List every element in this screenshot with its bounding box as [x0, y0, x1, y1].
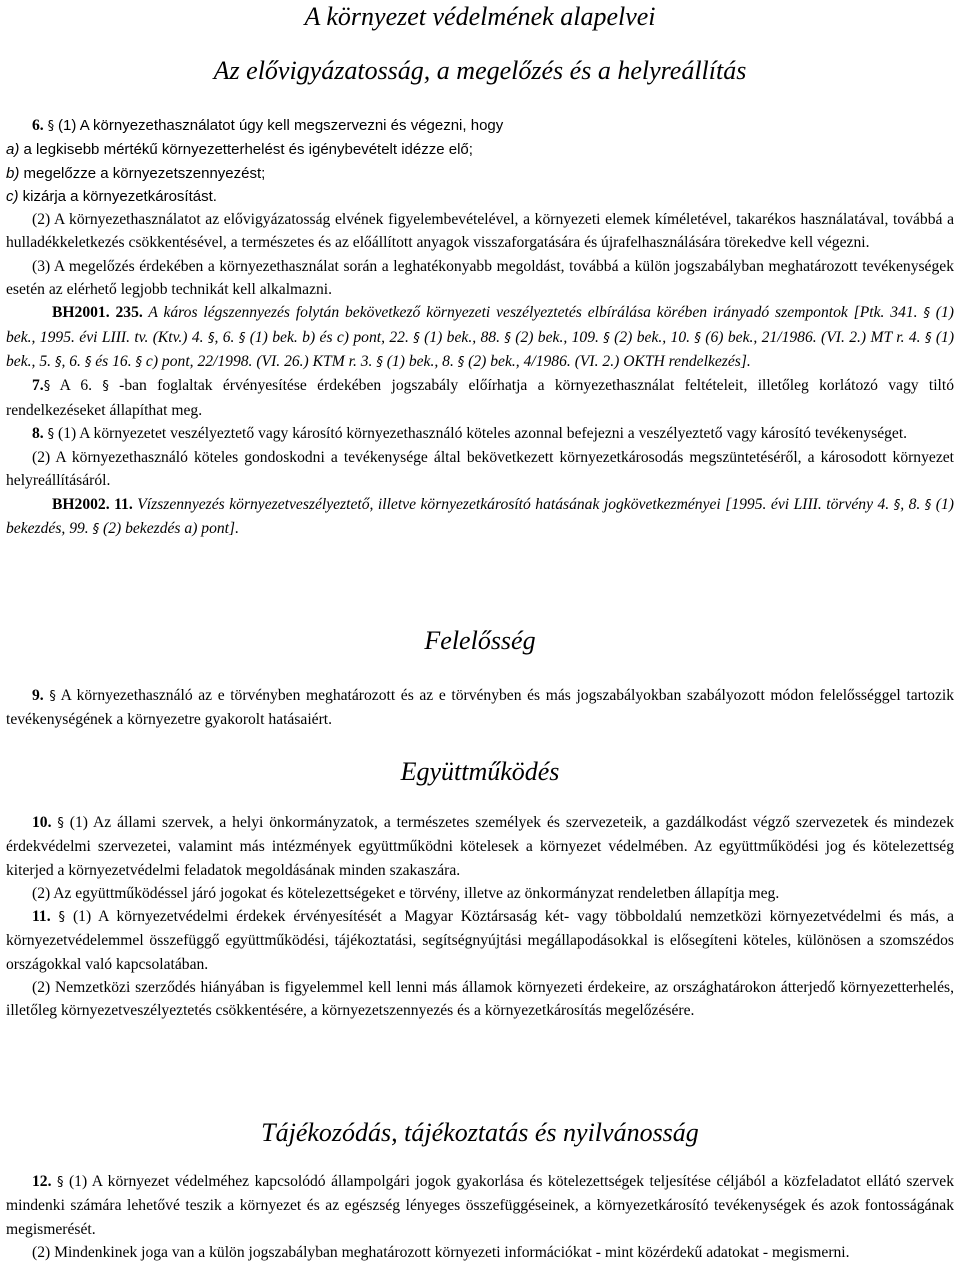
section-6-lead: (1) A környezethasználatot úgy kell megszervezni és végezni, hogy: [58, 117, 504, 134]
section-8-p2: (2) A környezethasználó köteles gondoskodni a tevékenysége által bekövetkezett környezetkárosodás megszüntetéséről, a károsodott környezet helyreállításáról.: [6, 449, 954, 490]
section-12-p2: (2) Mindenkinek joga van a külön jogszabályban meghatározott környezeti információkat - mint közérdekű adatokat - megismerni.: [32, 1243, 850, 1261]
section-12: [6, 1170, 954, 1264]
section-6-p2: (2) A környezethasználatot az elővigyázatosság elvének figyelembevételével, a környezeti elemek kíméletével, takarékos használatával, továbbá a hulladékkeletkezés csökkentésével, a természetes és az előállított anyagok visszaforgatására és újrafelhasználására törekedve kell végezni.: [6, 211, 954, 252]
section-6-item-c: c) kizárja a környezetkárosítást.: [6, 187, 217, 205]
section-8: 8. § (1) A környezetet veszélyeztető vagy károsító környezethasználó köteles azonnal befejezni a veszélyeztető vagy károsító tevékenységet.: [32, 424, 908, 442]
heading-cooperation: Együttműködés: [400, 757, 560, 786]
section-6: [6, 114, 954, 541]
section-9-p1: 9. § A környezethasználó az e törvényben meghatározott és az e törvényben és más jogszabályokban szabályozott módon felelősséggel tartozik tevékenységének a környezetre gyakorolt hatásaiért.: [6, 687, 954, 729]
section-9: [6, 684, 954, 732]
section-11-p2: (2) Nemzetközi szerződés hiányában is figyelemmel kell lenni más államok környezeti érdekeire, az országhatárokon átterjedő környezetterhelés, illetőleg környezetveszélyeztetés csökkentésére, a környezetszennyezés és a környezetkárosítás megelőzésére.: [6, 979, 954, 1020]
paragraph-sign: §: [47, 119, 55, 134]
court-decision-ref: BH2001. 235.: [52, 304, 143, 322]
heading-principles: A környezet védelmének alapelvei: [304, 2, 656, 31]
section-6-p3: (3) A megelőzés érdekében a környezethasználat során a leghatékonyabb megoldást, továbbá a külön jogszabályban meghatározott tevékenységek esetén az elérhető legjobb technikát kell alkalmazni.: [6, 257, 954, 299]
section-6-item-a: a) a legkisebb mértékű környezetterhelést és igénybevételt idézze elő;: [6, 141, 473, 159]
section-10-p2: (2) Az együttműködéssel járó jogokat és kötelezettségeket e törvény, illetve az önkormányzat rendeletben állapítja meg.: [32, 884, 780, 902]
section-7: 7.§ A 6. § -ban foglaltak érvényesítése érdekében jogszabály előírhatja a környezethasználat feltételeit, illetőleg korlátozó vagy tiltó rendelkezéseket állapíthat meg.: [6, 377, 954, 419]
heading-responsibility: Felelősség: [424, 626, 536, 655]
court-decision-bh2001: BH2001. 235. A káros légszennyezés folytán bekövetkező környezeti veszélyeztetés elbírálása körében irányadó szempontok [Ptk. 341. § (1) bek., 1995. évi LIII. tv. (Ktv.) 4. §, 6. § (1) bek. b) és c) pont, 22. § (1) bek., 88. § (2) bek., 109. § (2) bek., 10. § (6) bek., 21/1986. (VI. 2.) MT r. 4. § (1) bek., 5. §, 6. § és 16. § c) pont, 22/1998. (VI. 26.) KTM r. 3. § (1) bek., 8. § (2) bek., 4/1986. (VI. 2.) OKTH rendelkezés].: [6, 304, 955, 370]
section-number: 6.: [32, 117, 44, 134]
heading-information: Tájékozódás, tájékoztatás és nyilvánosság: [261, 1118, 699, 1147]
section-11: 11. § (1) A környezetvédelmi érdekek érvényesítését a Magyar Köztársaság két- vagy többoldalú nemzetközi környezetvédelmi és más, a környezetvédelemmel összefüggő együttműködési, tájékoztatási, segítségnyújtási megállapodásokkal is elősegíteni köteles, különösen a szomszédos országokkal való kapcsolatában.: [6, 908, 954, 973]
court-decision-bh2002: BH2002. 11. Vízszennyezés környezetveszélyeztető, illetve környezetkárosító hatásának jogkövetkezményei [1995. évi LIII. törvény 4. §, 8. § (1) bekezdés, 99. § (2) bekezdés a) pont].: [6, 495, 954, 538]
heading-precaution: Az elővigyázatosság, a megelőzés és a helyreállítás: [213, 56, 747, 85]
section-10: 10. § (1) Az állami szervek, a helyi önkormányzatok, a természetes személyek és szervezeteik, a gazdálkodást végző szervezetek és mindezek érdekvédelmi szervezetei, valamint más intézmények együttműködni kötelesek a környezet védelmében. Az együttműködési jog és kötelezettség kiterjed a környezetvédelmi feladatok megoldásának minden szakaszára.: [6, 814, 955, 879]
section-6-item-b: b) megelőzze a környezetszennyezést;: [6, 164, 266, 182]
section-12-p1: 12. § (1) A környezet védelméhez kapcsolódó állampolgári jogok gyakorlása és kötelezettségek teljesítése céljából a közfeladatot ellátó szervek mindenki számára lehetővé teszik a környezet és az egészség lényeges összefüggéseinek, a környezetkárosító tevékenységek és azok fontosságának megismerését.: [6, 1173, 954, 1238]
section-10-11: [6, 811, 954, 1023]
